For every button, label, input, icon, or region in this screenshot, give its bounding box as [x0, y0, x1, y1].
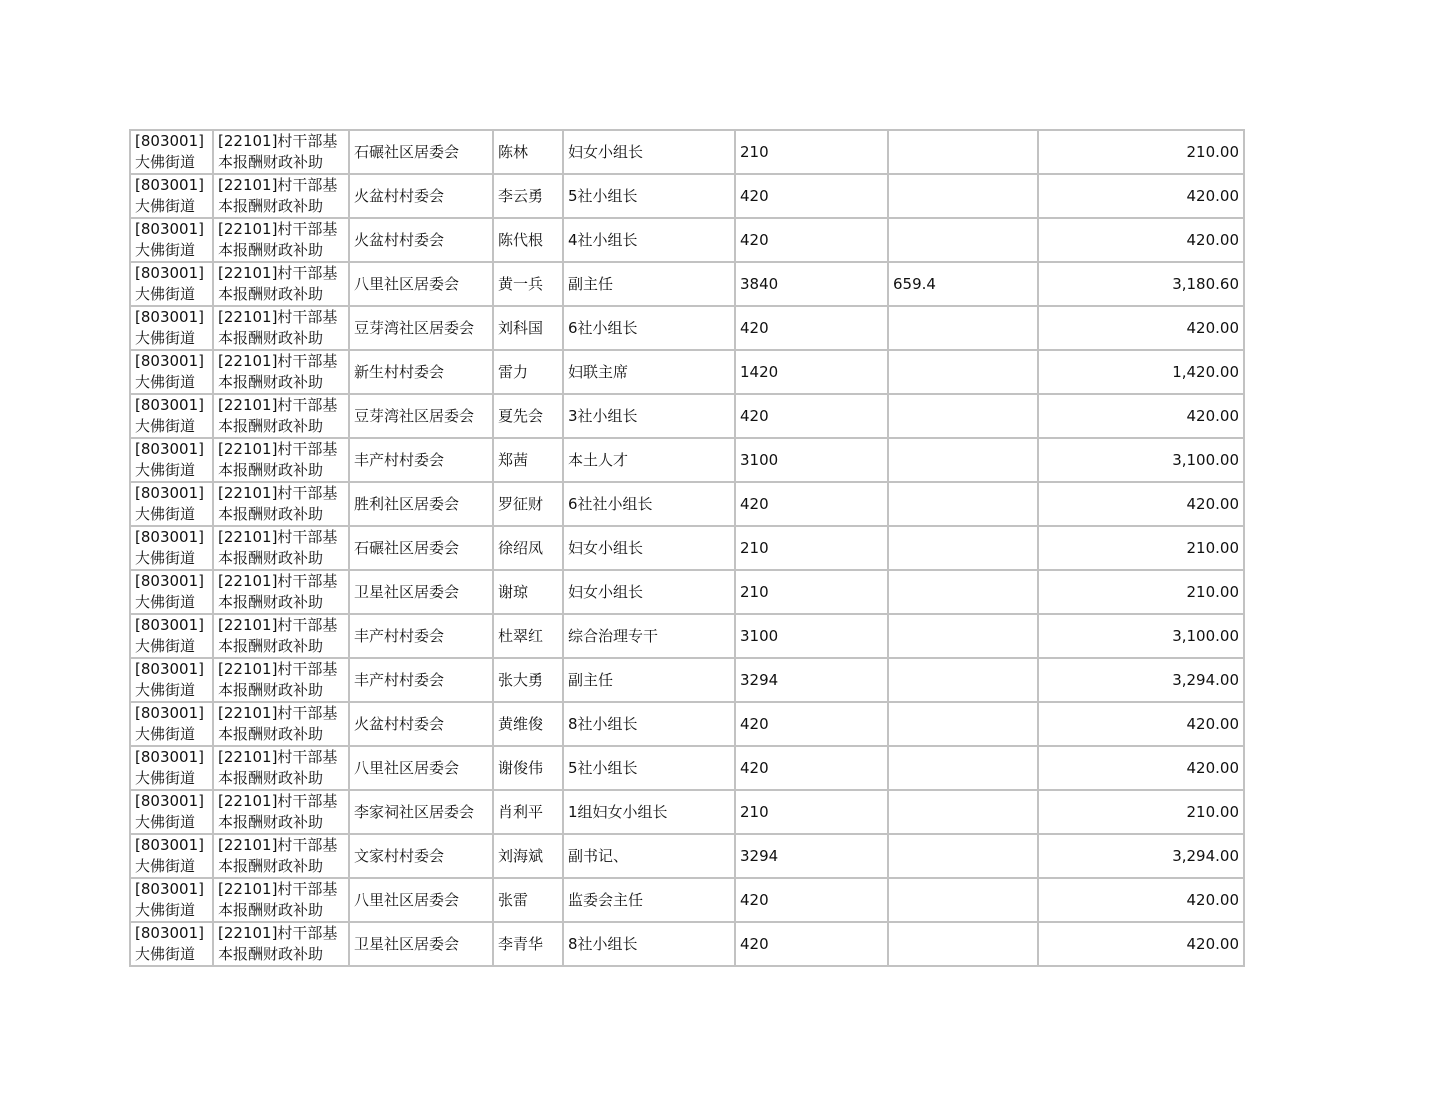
item-cell-line-2: 本报酬财政补助: [218, 505, 324, 523]
table-row: [130, 790, 1244, 834]
deduction-cell: 659.4: [888, 262, 1038, 306]
unit-cell: 李家祠社区居委会: [349, 790, 493, 834]
unit-cell: 新生村村委会: [349, 350, 493, 394]
item-cell: [213, 218, 349, 262]
person-cell: 谢琼: [493, 570, 563, 614]
region-cell: [130, 526, 213, 570]
item-cell-line-2: 本报酬财政补助: [218, 769, 324, 787]
region-cell: [130, 262, 213, 306]
region-cell-line-2: 大佛街道: [135, 285, 196, 303]
item-cell-line-1: [22101]村干部基: [218, 660, 338, 678]
total-cell: 3,180.60: [1038, 262, 1244, 306]
region-cell: [130, 570, 213, 614]
region-cell-line-1: [803001]: [135, 528, 204, 546]
region-cell-line-1: [803001]: [135, 176, 204, 194]
region-cell-line-2: 大佛街道: [135, 769, 196, 787]
region-cell: [130, 922, 213, 966]
region-cell: [130, 350, 213, 394]
deduction-cell: [888, 746, 1038, 790]
unit-cell: 丰产村村委会: [349, 614, 493, 658]
table-row: [130, 658, 1244, 702]
region-cell-line-1: [803001]: [135, 792, 204, 810]
amount-cell: 420: [735, 174, 888, 218]
region-cell-line-1: [803001]: [135, 308, 204, 326]
table-row: [130, 482, 1244, 526]
region-cell-line-1: [803001]: [135, 396, 204, 414]
item-cell-line-1: [22101]村干部基: [218, 616, 338, 634]
amount-cell: 420: [735, 922, 888, 966]
item-cell-line-1: [22101]村干部基: [218, 396, 338, 414]
item-cell: [213, 922, 349, 966]
region-cell: [130, 614, 213, 658]
unit-cell: 胜利社区居委会: [349, 482, 493, 526]
position-cell: 6社社小组长: [563, 482, 735, 526]
region-cell: [130, 878, 213, 922]
item-cell: [213, 614, 349, 658]
item-cell: [213, 174, 349, 218]
item-cell: [213, 394, 349, 438]
region-cell-line-2: 大佛街道: [135, 505, 196, 523]
position-cell: 妇女小组长: [563, 130, 735, 174]
item-cell-line-2: 本报酬财政补助: [218, 197, 324, 215]
item-cell-line-2: 本报酬财政补助: [218, 285, 324, 303]
item-cell: [213, 482, 349, 526]
item-cell-line-2: 本报酬财政补助: [218, 153, 324, 171]
region-cell-line-1: [803001]: [135, 924, 204, 942]
region-cell-line-1: [803001]: [135, 660, 204, 678]
total-cell: 3,294.00: [1038, 834, 1244, 878]
table-row: [130, 130, 1244, 174]
deduction-cell: [888, 218, 1038, 262]
region-cell: [130, 174, 213, 218]
region-cell-line-2: 大佛街道: [135, 329, 196, 347]
amount-cell: 3294: [735, 834, 888, 878]
table-row: [130, 570, 1244, 614]
deduction-cell: [888, 878, 1038, 922]
position-cell: 妇联主席: [563, 350, 735, 394]
region-cell: [130, 746, 213, 790]
table-row: [130, 394, 1244, 438]
region-cell: [130, 658, 213, 702]
amount-cell: 420: [735, 482, 888, 526]
region-cell: [130, 438, 213, 482]
person-cell: 张雷: [493, 878, 563, 922]
region-cell: [130, 834, 213, 878]
table-row: [130, 834, 1244, 878]
region-cell-line-2: 大佛街道: [135, 593, 196, 611]
unit-cell: 八里社区居委会: [349, 262, 493, 306]
item-cell-line-1: [22101]村干部基: [218, 176, 338, 194]
position-cell: 4社小组长: [563, 218, 735, 262]
region-cell: [130, 790, 213, 834]
region-cell: [130, 394, 213, 438]
person-cell: 张大勇: [493, 658, 563, 702]
total-cell: 420.00: [1038, 878, 1244, 922]
deduction-cell: [888, 130, 1038, 174]
region-cell-line-2: 大佛街道: [135, 549, 196, 567]
item-cell-line-2: 本报酬财政补助: [218, 901, 324, 919]
item-cell-line-1: [22101]村干部基: [218, 792, 338, 810]
table-row: [130, 306, 1244, 350]
region-cell-line-2: 大佛街道: [135, 637, 196, 655]
region-cell-line-1: [803001]: [135, 616, 204, 634]
amount-cell: 420: [735, 702, 888, 746]
region-cell-line-2: 大佛街道: [135, 681, 196, 699]
deduction-cell: [888, 526, 1038, 570]
deduction-cell: [888, 394, 1038, 438]
deduction-cell: [888, 658, 1038, 702]
table-row: [130, 746, 1244, 790]
total-cell: 3,100.00: [1038, 614, 1244, 658]
item-cell-line-2: 本报酬财政补助: [218, 945, 324, 963]
person-cell: 谢俊伟: [493, 746, 563, 790]
table-row: [130, 614, 1244, 658]
deduction-cell: [888, 790, 1038, 834]
table-row: [130, 922, 1244, 966]
region-cell-line-2: 大佛街道: [135, 153, 196, 171]
total-cell: 210.00: [1038, 130, 1244, 174]
unit-cell: 卫星社区居委会: [349, 922, 493, 966]
item-cell: [213, 262, 349, 306]
person-cell: 罗征财: [493, 482, 563, 526]
item-cell: [213, 658, 349, 702]
position-cell: 本土人才: [563, 438, 735, 482]
region-cell-line-1: [803001]: [135, 880, 204, 898]
amount-cell: 3100: [735, 438, 888, 482]
region-cell-line-2: 大佛街道: [135, 901, 196, 919]
table-row: [130, 438, 1244, 482]
region-cell-line-2: 大佛街道: [135, 813, 196, 831]
unit-cell: 豆芽湾社区居委会: [349, 306, 493, 350]
region-cell: [130, 702, 213, 746]
item-cell-line-1: [22101]村干部基: [218, 352, 338, 370]
amount-cell: 3100: [735, 614, 888, 658]
item-cell-line-1: [22101]村干部基: [218, 748, 338, 766]
item-cell-line-1: [22101]村干部基: [218, 220, 338, 238]
deduction-cell: [888, 306, 1038, 350]
item-cell-line-2: 本报酬财政补助: [218, 241, 324, 259]
deduction-cell: [888, 570, 1038, 614]
amount-cell: 420: [735, 306, 888, 350]
amount-cell: 3840: [735, 262, 888, 306]
region-cell-line-2: 大佛街道: [135, 417, 196, 435]
table-row: [130, 878, 1244, 922]
item-cell-line-1: [22101]村干部基: [218, 484, 338, 502]
person-cell: 肖利平: [493, 790, 563, 834]
region-cell-line-1: [803001]: [135, 572, 204, 590]
table-row: [130, 702, 1244, 746]
item-cell-line-2: 本报酬财政补助: [218, 461, 324, 479]
item-cell-line-1: [22101]村干部基: [218, 924, 338, 942]
total-cell: 210.00: [1038, 526, 1244, 570]
item-cell-line-2: 本报酬财政补助: [218, 417, 324, 435]
deduction-cell: [888, 174, 1038, 218]
region-cell-line-2: 大佛街道: [135, 373, 196, 391]
item-cell-line-2: 本报酬财政补助: [218, 681, 324, 699]
deduction-cell: [888, 350, 1038, 394]
region-cell: [130, 306, 213, 350]
region-cell: [130, 130, 213, 174]
item-cell-line-1: [22101]村干部基: [218, 528, 338, 546]
region-cell-line-1: [803001]: [135, 748, 204, 766]
region-cell-line-1: [803001]: [135, 264, 204, 282]
total-cell: 210.00: [1038, 790, 1244, 834]
item-cell-line-2: 本报酬财政补助: [218, 813, 324, 831]
table-row: [130, 174, 1244, 218]
person-cell: 陈代根: [493, 218, 563, 262]
amount-cell: 420: [735, 218, 888, 262]
deduction-cell: [888, 482, 1038, 526]
amount-cell: 420: [735, 746, 888, 790]
amount-cell: 210: [735, 130, 888, 174]
position-cell: 8社小组长: [563, 702, 735, 746]
region-cell-line-1: [803001]: [135, 352, 204, 370]
region-cell-line-2: 大佛街道: [135, 857, 196, 875]
person-cell: 雷力: [493, 350, 563, 394]
amount-cell: 210: [735, 570, 888, 614]
item-cell: [213, 790, 349, 834]
item-cell-line-2: 本报酬财政补助: [218, 637, 324, 655]
deduction-cell: [888, 702, 1038, 746]
item-cell-line-1: [22101]村干部基: [218, 836, 338, 854]
region-cell-line-2: 大佛街道: [135, 197, 196, 215]
unit-cell: 火盆村村委会: [349, 702, 493, 746]
deduction-cell: [888, 834, 1038, 878]
unit-cell: 卫星社区居委会: [349, 570, 493, 614]
unit-cell: 石碾社区居委会: [349, 526, 493, 570]
position-cell: 8社小组长: [563, 922, 735, 966]
unit-cell: 火盆村村委会: [349, 218, 493, 262]
unit-cell: 八里社区居委会: [349, 746, 493, 790]
table-row: [130, 350, 1244, 394]
table-row: [130, 262, 1244, 306]
region-cell-line-2: 大佛街道: [135, 241, 196, 259]
item-cell-line-1: [22101]村干部基: [218, 308, 338, 326]
total-cell: 420.00: [1038, 174, 1244, 218]
total-cell: 420.00: [1038, 482, 1244, 526]
total-cell: 420.00: [1038, 922, 1244, 966]
person-cell: 李青华: [493, 922, 563, 966]
item-cell: [213, 526, 349, 570]
unit-cell: 丰产村村委会: [349, 438, 493, 482]
position-cell: 监委会主任: [563, 878, 735, 922]
region-cell-line-1: [803001]: [135, 704, 204, 722]
region-cell-line-1: [803001]: [135, 220, 204, 238]
unit-cell: 文家村村委会: [349, 834, 493, 878]
item-cell: [213, 130, 349, 174]
unit-cell: 石碾社区居委会: [349, 130, 493, 174]
item-cell-line-2: 本报酬财政补助: [218, 549, 324, 567]
position-cell: 副书记、: [563, 834, 735, 878]
position-cell: 妇女小组长: [563, 526, 735, 570]
total-cell: 420.00: [1038, 306, 1244, 350]
position-cell: 妇女小组长: [563, 570, 735, 614]
item-cell-line-1: [22101]村干部基: [218, 880, 338, 898]
total-cell: 420.00: [1038, 746, 1244, 790]
region-cell-line-1: [803001]: [135, 440, 204, 458]
total-cell: 3,100.00: [1038, 438, 1244, 482]
item-cell: [213, 306, 349, 350]
person-cell: 杜翠红: [493, 614, 563, 658]
deduction-cell: [888, 922, 1038, 966]
item-cell: [213, 350, 349, 394]
person-cell: 刘海斌: [493, 834, 563, 878]
total-cell: 420.00: [1038, 702, 1244, 746]
total-cell: 420.00: [1038, 218, 1244, 262]
position-cell: 5社小组长: [563, 746, 735, 790]
person-cell: 李云勇: [493, 174, 563, 218]
amount-cell: 210: [735, 790, 888, 834]
table-body: [130, 130, 1244, 966]
person-cell: 黄维俊: [493, 702, 563, 746]
region-cell: [130, 482, 213, 526]
item-cell-line-1: [22101]村干部基: [218, 572, 338, 590]
person-cell: 郑茜: [493, 438, 563, 482]
total-cell: 420.00: [1038, 394, 1244, 438]
region-cell-line-1: [803001]: [135, 132, 204, 150]
region-cell-line-2: 大佛街道: [135, 725, 196, 743]
item-cell-line-2: 本报酬财政补助: [218, 857, 324, 875]
table-row: [130, 218, 1244, 262]
item-cell: [213, 834, 349, 878]
item-cell-line-1: [22101]村干部基: [218, 264, 338, 282]
table-row: [130, 526, 1244, 570]
position-cell: 6社小组长: [563, 306, 735, 350]
amount-cell: 1420: [735, 350, 888, 394]
deduction-cell: [888, 438, 1038, 482]
amount-cell: 420: [735, 394, 888, 438]
amount-cell: 210: [735, 526, 888, 570]
position-cell: 5社小组长: [563, 174, 735, 218]
region-cell: [130, 218, 213, 262]
position-cell: 1组妇女小组长: [563, 790, 735, 834]
region-cell-line-1: [803001]: [135, 484, 204, 502]
amount-cell: 420: [735, 878, 888, 922]
total-cell: 210.00: [1038, 570, 1244, 614]
item-cell: [213, 570, 349, 614]
person-cell: 刘科国: [493, 306, 563, 350]
region-cell-line-2: 大佛街道: [135, 945, 196, 963]
person-cell: 黄一兵: [493, 262, 563, 306]
item-cell-line-2: 本报酬财政补助: [218, 373, 324, 391]
item-cell-line-2: 本报酬财政补助: [218, 725, 324, 743]
position-cell: 3社小组长: [563, 394, 735, 438]
item-cell-line-1: [22101]村干部基: [218, 440, 338, 458]
item-cell: [213, 438, 349, 482]
item-cell: [213, 746, 349, 790]
item-cell: [213, 702, 349, 746]
region-cell-line-1: [803001]: [135, 836, 204, 854]
deduction-cell: [888, 614, 1038, 658]
position-cell: 副主任: [563, 658, 735, 702]
total-cell: 3,294.00: [1038, 658, 1244, 702]
unit-cell: 丰产村村委会: [349, 658, 493, 702]
position-cell: 副主任: [563, 262, 735, 306]
item-cell: [213, 878, 349, 922]
item-cell-line-1: [22101]村干部基: [218, 132, 338, 150]
unit-cell: 火盆村村委会: [349, 174, 493, 218]
unit-cell: 八里社区居委会: [349, 878, 493, 922]
amount-cell: 3294: [735, 658, 888, 702]
unit-cell: 豆芽湾社区居委会: [349, 394, 493, 438]
item-cell-line-1: [22101]村干部基: [218, 704, 338, 722]
person-cell: 徐绍凤: [493, 526, 563, 570]
item-cell-line-2: 本报酬财政补助: [218, 329, 324, 347]
person-cell: 陈林: [493, 130, 563, 174]
person-cell: 夏先会: [493, 394, 563, 438]
total-cell: 1,420.00: [1038, 350, 1244, 394]
data-table: [129, 129, 1245, 967]
region-cell-line-2: 大佛街道: [135, 461, 196, 479]
item-cell-line-2: 本报酬财政补助: [218, 593, 324, 611]
position-cell: 综合治理专干: [563, 614, 735, 658]
